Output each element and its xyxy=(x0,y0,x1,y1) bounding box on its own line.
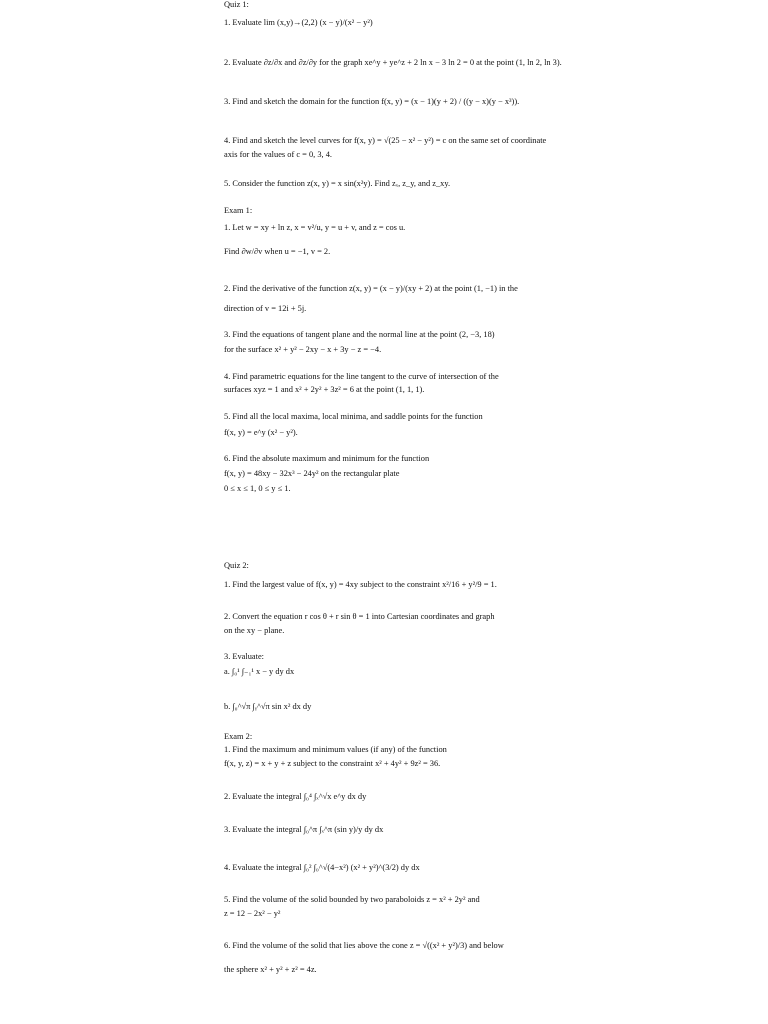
problem-line: 6. Find the volume of the solid that lies above the cone z = √((x² + y²)/3) and below xyxy=(224,941,504,950)
problem-line: 3. Find the equations of tangent plane and the normal line at the point (2, −3, 18) xyxy=(224,330,495,339)
problem-line: 4. Evaluate the integral ∫₀² ∫₀^√(4−x²) (x² + y²)^(3/2) dy dx xyxy=(224,863,420,872)
problem-line: direction of v = 12i + 5j. xyxy=(224,304,307,313)
problem-line: 1. Find the maximum and minimum values (if any) of the function xyxy=(224,745,447,754)
problem-line: 2. Evaluate the integral ∫₀⁴ ∫ₓ^√x e^y dx dy xyxy=(224,792,367,801)
problem-line: 4. Find and sketch the level curves for f(x, y) = √(25 − x² − y²) = c on the same set of coordinate xyxy=(224,136,547,145)
section-heading: Quiz 2: xyxy=(224,561,249,570)
problem-line: b. ∫₀^√π ∫ᵧ^√π sin x² dx dy xyxy=(224,702,312,711)
problem-line: Find ∂w/∂v when u = −1, v = 2. xyxy=(224,247,331,256)
problem-line: the sphere x² + y² + z² = 4z. xyxy=(224,965,317,974)
problem-line: 5. Consider the function z(x, y) = x sin(x²y). Find zₓ, z_y, and z_xy. xyxy=(224,179,451,188)
problem-line: 4. Find parametric equations for the line tangent to the curve of intersection of the xyxy=(224,372,499,381)
problem-line: f(x, y, z) = x + y + z subject to the constraint x² + 4y² + 9z² = 36. xyxy=(224,759,441,768)
problem-line: 3. Find and sketch the domain for the function f(x, y) = (x − 1)(y + 2) / ((y − x)(y − x³)). xyxy=(224,97,520,106)
problem-line: 5. Find the volume of the solid bounded by two paraboloids z = x² + 2y² and xyxy=(224,895,480,904)
problem-line: 2. Evaluate ∂z/∂x and ∂z/∂y for the graph xe^y + ye^z + 2 ln x − 3 ln 2 = 0 at the point (1, ln 2, ln 3). xyxy=(224,58,562,67)
problem-line: surfaces xyz = 1 and x² + 2y² + 3z² = 6 at the point (1, 1, 1). xyxy=(224,385,425,394)
problem-line: 6. Find the absolute maximum and minimum for the function xyxy=(224,454,430,463)
problem-line: f(x, y) = 48xy − 32x³ − 24y² on the rectangular plate xyxy=(224,469,400,478)
problem-line: 3. Evaluate the integral ∫₀^π ∫ₓ^π (sin y)/y dy dx xyxy=(224,825,384,834)
problem-line: 2. Convert the equation r cos θ + r sin θ = 1 into Cartesian coordinates and graph xyxy=(224,612,495,621)
problem-line: 3. Evaluate: xyxy=(224,652,264,661)
problem-line: 0 ≤ x ≤ 1, 0 ≤ y ≤ 1. xyxy=(224,484,291,493)
section-heading: Exam 2: xyxy=(224,732,253,741)
problem-line: 1. Find the largest value of f(x, y) = 4xy subject to the constraint x²/16 + y²/9 = 1. xyxy=(224,580,497,589)
problem-line: 5. Find all the local maxima, local minima, and saddle points for the function xyxy=(224,412,483,421)
problem-line: for the surface x² + y² − 2xy − x + 3y − z = −4. xyxy=(224,345,382,354)
section-heading: Exam 1: xyxy=(224,206,253,215)
problem-line: 1. Let w = xy + ln z, x = v²/u, y = u + v, and z = cos u. xyxy=(224,223,406,232)
problem-line: 1. Evaluate lim (x,y)→(2,2) (x − y)/(x² − y²) xyxy=(224,18,373,27)
section-heading: Quiz 1: xyxy=(224,0,249,9)
problem-line: f(x, y) = e^y (x² − y²). xyxy=(224,428,298,437)
problem-line: a. ∫₀¹ ∫₋₁¹ x − y dy dx xyxy=(224,667,295,676)
problem-line: axis for the values of c = 0, 3, 4. xyxy=(224,150,332,159)
problem-line: 2. Find the derivative of the function z(x, y) = (x − y)/(xy + 2) at the point (1, −1) in the xyxy=(224,284,518,293)
problem-line: z = 12 − 2x² − y² xyxy=(224,909,281,918)
problem-line: on the xy − plane. xyxy=(224,626,285,635)
